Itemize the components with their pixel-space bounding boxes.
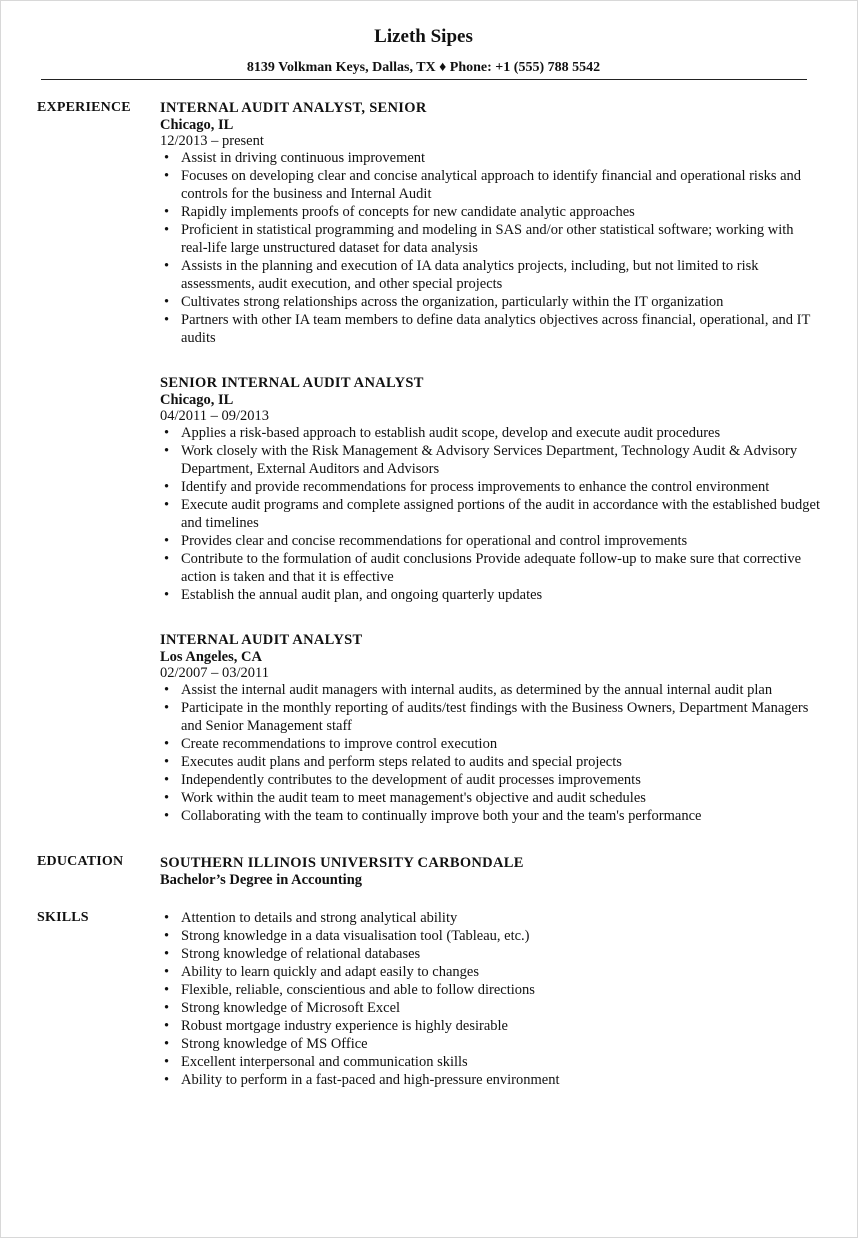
list-item: • Excellent interpersonal and communication skills [181, 1053, 820, 1071]
experience-label: EXPERIENCE [37, 100, 131, 115]
school-name: SOUTHERN ILLINOIS UNIVERSITY CARBONDALE [160, 855, 524, 871]
job-location: Chicago, IL [160, 117, 234, 133]
list-item: • Ability to perform in a fast-paced and high-pressure environment [181, 1071, 820, 1089]
list-item: • Strong knowledge of relational databases [181, 945, 820, 963]
list-item: • Assists in the planning and execution of IA data analytics projects, including, but not limited to risk assessments, audit execution, and other special projects [181, 257, 820, 293]
list-item: • Cultivates strong relationships across the organization, particularly within the IT organization [181, 293, 820, 311]
experience-section [160, 99, 820, 852]
job-title: SENIOR INTERNAL AUDIT ANALYST [160, 375, 424, 391]
job-location: Los Angeles, CA [160, 649, 262, 665]
job-entry [160, 99, 820, 347]
contact-line: 8139 Volkman Keys, Dallas, TX ♦ Phone: +1 (555) 788 5542 [246, 60, 601, 75]
degree-name: Bachelor’s Degree in Accounting [160, 872, 363, 888]
skills-list [160, 909, 820, 1089]
list-item: • Strong knowledge in a data visualisation tool (Tableau, etc.) [181, 927, 820, 945]
list-item: • Identify and provide recommendations for process improvements to enhance the control environment [181, 478, 820, 496]
list-item: • Contribute to the formulation of audit conclusions Provide adequate follow-up to make sure that corrective action is taken and that it is effective [181, 550, 820, 586]
list-item: • Executes audit plans and perform steps related to audits and special projects [181, 753, 820, 771]
job-duties-list [160, 681, 820, 825]
list-item: • Establish the annual audit plan, and ongoing quarterly updates [181, 586, 820, 604]
job-duties-list [160, 424, 820, 604]
job-entry [160, 631, 820, 825]
list-item: • Work within the audit team to meet management's objective and audit schedules [181, 789, 820, 807]
skills-label: SKILLS [37, 910, 89, 925]
list-item: • Applies a risk-based approach to establish audit scope, develop and execute audit procedures [181, 424, 820, 442]
list-item: • Rapidly implements proofs of concepts for new candidate analytic approaches [181, 203, 820, 221]
header-divider [41, 79, 807, 80]
list-item: • Proficient in statistical programming and modeling in SAS and/or other statistical software; working with real-life large unstructured dataset for data analysis [181, 221, 820, 257]
list-item: • Provides clear and concise recommendations for operational and control improvements [181, 532, 820, 550]
list-item: • Partners with other IA team members to define data analytics objectives across financial, operational, and IT audits [181, 311, 820, 347]
list-item: • Strong knowledge of Microsoft Excel [181, 999, 820, 1017]
job-dates: 04/2011 – 09/2013 [160, 408, 270, 424]
job-entry [160, 374, 820, 604]
job-location: Chicago, IL [160, 392, 234, 408]
list-item: • Assist in driving continuous improvement [181, 149, 820, 167]
job-title: INTERNAL AUDIT ANALYST, SENIOR [160, 100, 427, 116]
list-item: • Ability to learn quickly and adapt easily to changes [181, 963, 820, 981]
list-item: • Strong knowledge of MS Office [181, 1035, 820, 1053]
list-item: • Assist the internal audit managers with internal audits, as determined by the annual internal audit plan [181, 681, 820, 699]
education-section [160, 854, 820, 889]
list-item: • Robust mortgage industry experience is highly desirable [181, 1017, 820, 1035]
list-item: • Collaborating with the team to continually improve both your and the team's performance [181, 807, 820, 825]
job-dates: 02/2007 – 03/2011 [160, 665, 270, 681]
skills-section [160, 909, 820, 1089]
list-item: • Participate in the monthly reporting of audits/test findings with the Business Owners, Department Managers and Senior Management staff [181, 699, 820, 735]
job-duties-list [160, 149, 820, 347]
list-item: • Attention to details and strong analytical ability [181, 909, 820, 927]
list-item: • Create recommendations to improve control execution [181, 735, 820, 753]
job-title: INTERNAL AUDIT ANALYST [160, 632, 363, 648]
job-dates: 12/2013 – present [160, 133, 264, 149]
list-item: • Flexible, reliable, conscientious and able to follow directions [181, 981, 820, 999]
candidate-name: Lizeth Sipes [374, 26, 473, 47]
list-item: • Execute audit programs and complete assigned portions of the audit in accordance with the established budget and timelines [181, 496, 820, 532]
list-item: • Independently contributes to the development of audit processes improvements [181, 771, 820, 789]
list-item: • Work closely with the Risk Management & Advisory Services Department, Technology Audit & Advisory Department, External Auditors and Advisors [181, 442, 820, 478]
education-label: EDUCATION [37, 854, 124, 869]
list-item: • Focuses on developing clear and concise analytical approach to identify financial and operational risks and controls for the business and Internal Audit [181, 167, 820, 203]
